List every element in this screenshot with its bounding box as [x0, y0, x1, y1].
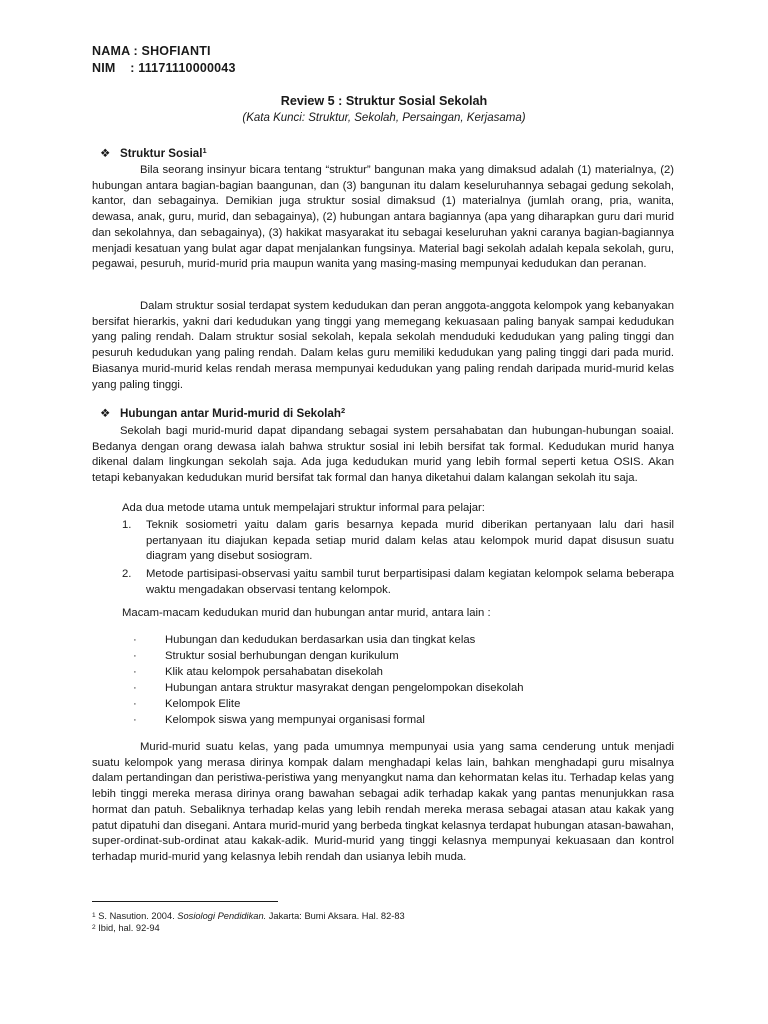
- section-heading-hubungan-murid: [100, 406, 345, 422]
- footnote-2: [92, 922, 160, 934]
- paragraph: [92, 299, 674, 393]
- list-number: 1.: [122, 519, 132, 531]
- paragraph-text: Dalam struktur sosial terdapat system kedudukan dan peran anggota-anggota kelompok yang kebanyakan bersifat hierarkis, yakni dari kedudukan yang tinggi yang memegang kekuasaan paling banyak sampai kedudukan yang paling rendah. Dalam struktur sosial sekolah, kepala sekolah menduduki kedudukan yang paling tinggi dan pesuruh kedudukan yang paling rendah. Dalam kelas guru memiliki kedudukan yang paling tinggi dari pada murid. Biasanya murid-murid kelas rendah merasa mempunyai kedudukan yang paling rendah daripada murid-murid kelas yang paling tinggi.: [92, 300, 674, 391]
- bullet-dot-icon: ·: [133, 698, 137, 710]
- section-heading-text: Hubungan antar Murid-murid di Sekolah: [120, 407, 341, 420]
- footnote-ref: 1: [202, 146, 207, 155]
- paragraph: [92, 163, 674, 273]
- section-heading-struktur-sosial: [100, 146, 207, 162]
- list-number: 2.: [122, 568, 132, 580]
- footnote-number: 2: [92, 924, 96, 931]
- footnote-ref: 2: [340, 406, 346, 415]
- footnote-book-title: Sosiologi Pendidikan.: [177, 911, 267, 921]
- paragraph: [92, 424, 674, 487]
- diamond-bullet-icon: ❖: [100, 147, 111, 160]
- student-name: NAMA : SHOFIANTI: [92, 44, 211, 58]
- list-item: [122, 518, 674, 565]
- student-nim: NIM : 11171110000043: [92, 61, 236, 75]
- list-text: Kelompok siswa yang mempunyai organisasi formal: [165, 714, 425, 726]
- paragraph-text: Sekolah bagi murid-murid dapat dipandang sebagai system persahabatan dan hubungan-hubungan soaial. Bedanya dengan orang dewasa ialah bahwa struktur sosial ini lebih bersifat tak formal. Kedudukan murid hanya dikenal dalam lingkungan sekolah saja. Ada juga kedudukan murid yang lebih formal seperti ketua OSIS. Akan tetapi kebanyakan kedudukan murid bersifat tak formal dan hanya diketahui dalam kalangan sekolah itu saja.: [92, 425, 674, 485]
- list-text: Klik atau kelompok persahabatan disekolah: [165, 666, 383, 678]
- methods-intro: Ada dua metode utama untuk mempelajari struktur informal para pelajar:: [122, 502, 485, 514]
- list-text: Struktur sosial berhubungan dengan kurikulum: [165, 650, 399, 662]
- paragraph-text: Bila seorang insinyur bicara tentang “struktur” bangunan maka yang dimaksud adalah (1) materialnya, (2) hubungan antara bagian-bagian baangunan, dan (3) bangunan itu dalam keseluruhannya sebagai gedung sekolah, kantor, dan sebagainya. Demikian juga struktur sosial dimaksud (1) materialnya (jumlah orang, pria, wanita, dewasa, anak, guru, murid, dan sebagainya), (2) hubungan antara bagiannya (apa yang diharapkan guru dari murid dan sekolahnya, dan sebagainya), (3) hakikat masyarakat itu sebagai keseluruhan yakni caranya bagian-bagiannya menjadi kesatuan yang bulat agar dapat menjalankan fungsinya. Material bagi sekolah adalah kepala sekolah, guru, pegawai, pesuruh, murid-murid pria maupun wanita yang masing-masing mempunyai kedudukan dan peranan.: [92, 164, 674, 271]
- footnote-text: Jakarta: Bumi Aksara. Hal. 82-83: [266, 911, 405, 921]
- bullet-dot-icon: ·: [133, 634, 137, 646]
- bullet-dot-icon: ·: [133, 650, 137, 662]
- footnote-text: Ibid, hal. 92-94: [95, 923, 160, 933]
- document-title: Review 5 : Struktur Sosial Sekolah: [280, 94, 488, 108]
- list-text: Hubungan antara struktur masyrakat dengan pengelompokan disekolah: [165, 682, 524, 694]
- paragraph: [92, 740, 674, 866]
- paragraph-text: Murid-murid suatu kelas, yang pada umumnya mempunyai usia yang sama cenderung untuk menjadi suatu kelompok yang merasa dirinya kompak dalam menghadapi kelas lain, bahkan menghadapi guru misalnya dalam pertandingan dan peristiwa-peristiwa yang menyangkut nama dan kehormatan kelas itu. Terhadap kelas yang lebih tinggi mereka merasa dirinya orang bawahan sebagai adik terhadap kakak yang pantas menunjukkan rasa hormat dan patuh. Sebaliknya terhadap kelas yang lebih rendah mereka merasa sebagai atasan atau kakak yang patut dipatuhi dan disegani. Antara murid-murid yang berbeda tingkat kelasnya terdapat hubungan atasan-bawahan, super-ordinat-sub-ordinat atau kakak-adik. Murid-murid yang tinggi kelasnya mempunyai kekuasaan dan kontrol terhadap murid-murid yang kelasnya lebih rendah dan usianya lebih muda.: [92, 741, 674, 863]
- bullet-dot-icon: ·: [133, 666, 137, 678]
- footnote-text: S. Nasution. 2004.: [95, 911, 178, 921]
- footnote-separator: [92, 901, 278, 902]
- bullet-dot-icon: ·: [133, 714, 137, 726]
- keywords-line: (Kata Kunci: Struktur, Sekolah, Persaingan, Kerjasama): [242, 112, 526, 124]
- list-text: Kelompok Elite: [165, 698, 241, 710]
- list-text: Teknik sosiometri yaitu dalam garis besarnya kepada murid diberikan pertanyaan lalu dari hasil pertanyaan itu diajukan kepada setiap murid dalam kelas atau kelompok murid dapat disusun suatu diagram yang disebut sosiogram.: [146, 519, 674, 563]
- bullet-dot-icon: ·: [133, 682, 137, 694]
- section-heading-text: Struktur Sosial: [120, 147, 203, 160]
- footnote-1: [92, 910, 405, 922]
- list-item: [122, 567, 674, 598]
- list-text: Metode partisipasi-observasi yaitu sambil turut berpartisipasi dalam kegiatan kelompok selama beberapa waktu mengadakan observasi tentang kelompok.: [146, 568, 674, 596]
- diamond-bullet-icon: ❖: [100, 407, 111, 420]
- footnote-number: 1: [92, 912, 96, 919]
- types-intro: Macam-macam kedudukan murid dan hubungan antar murid, antara lain :: [122, 607, 491, 619]
- list-text: Hubungan dan kedudukan berdasarkan usia dan tingkat kelas: [165, 634, 476, 646]
